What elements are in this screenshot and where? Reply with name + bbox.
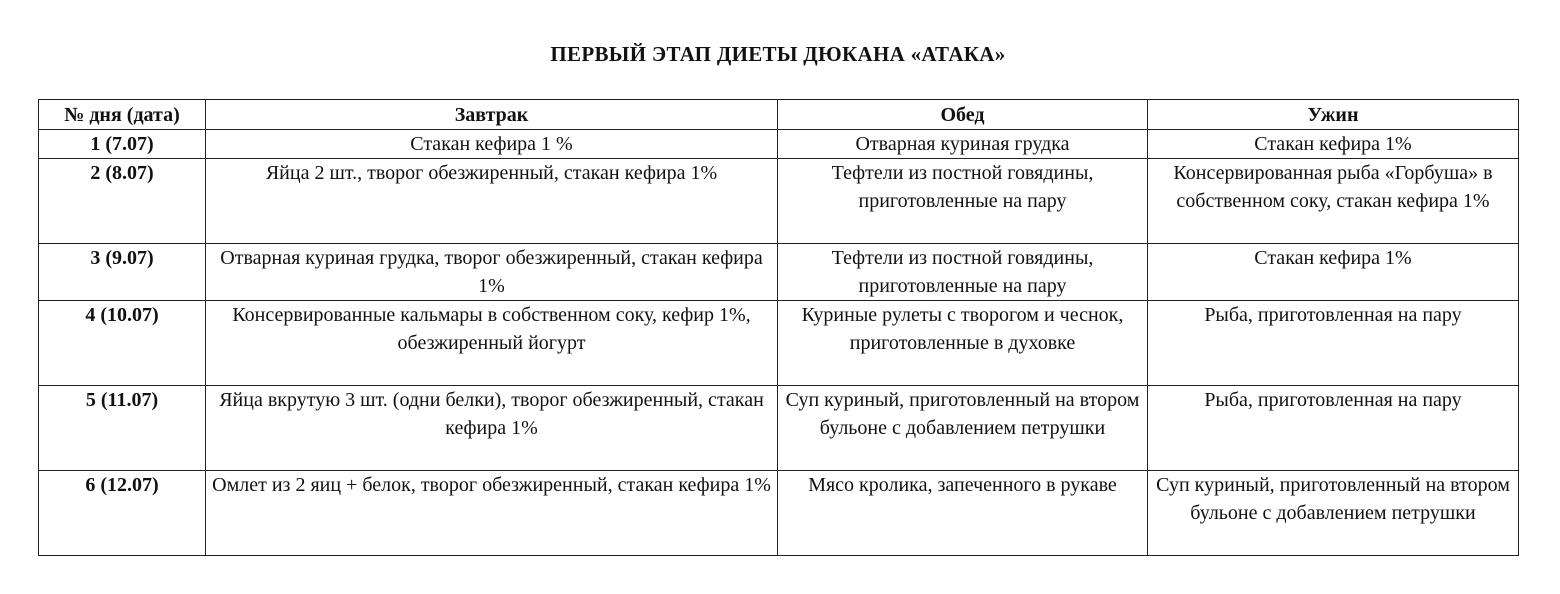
- table-row: [39, 244, 1519, 301]
- lunch-cell: Куриные рулеты с творогом и чеснок, приготовленные в духовке: [778, 301, 1148, 386]
- lunch-cell: Тефтели из постной говядины, приготовленные на пару: [778, 244, 1148, 301]
- dinner-cell: Рыба, приготовленная на пару: [1148, 301, 1519, 386]
- lunch-cell: Отварная куриная грудка: [778, 130, 1148, 159]
- lunch-cell: Мясо кролика, запеченного в рукаве: [778, 471, 1148, 556]
- table-row: [39, 301, 1519, 386]
- day-cell: 4 (10.07): [39, 301, 206, 386]
- breakfast-cell: Стакан кефира 1 %: [206, 130, 778, 159]
- header-breakfast: Завтрак: [206, 100, 778, 130]
- dinner-cell: Консервированная рыба «Горбуша» в собственном соку, стакан кефира 1%: [1148, 159, 1519, 244]
- dinner-cell: Рыба, приготовленная на пару: [1148, 386, 1519, 471]
- breakfast-cell: Отварная куриная грудка, творог обезжиренный, стакан кефира 1%: [206, 244, 778, 301]
- breakfast-cell: Омлет из 2 яиц + белок, творог обезжиренный, стакан кефира 1%: [206, 471, 778, 556]
- table-row: [39, 130, 1519, 159]
- header-lunch: Обед: [778, 100, 1148, 130]
- dinner-cell: Суп куриный, приготовленный на втором бульоне с добавлением петрушки: [1148, 471, 1519, 556]
- document-title: ПЕРВЫЙ ЭТАП ДИЕТЫ ДЮКАНА «АТАКА»: [550, 42, 1006, 66]
- day-cell: 6 (12.07): [39, 471, 206, 556]
- breakfast-cell: Яйца вкрутую 3 шт. (одни белки), творог обезжиренный, стакан кефира 1%: [206, 386, 778, 471]
- header-dinner: Ужин: [1148, 100, 1519, 130]
- table-row: [39, 386, 1519, 471]
- day-cell: 5 (11.07): [39, 386, 206, 471]
- day-cell: 2 (8.07): [39, 159, 206, 244]
- header-day: № дня (дата): [39, 100, 206, 130]
- day-cell: 1 (7.07): [39, 130, 206, 159]
- day-cell: 3 (9.07): [39, 244, 206, 301]
- table-row: [39, 159, 1519, 244]
- lunch-cell: Суп куриный, приготовленный на втором бульоне с добавлением петрушки: [778, 386, 1148, 471]
- table-row: [39, 471, 1519, 556]
- dinner-cell: Стакан кефира 1%: [1148, 244, 1519, 301]
- diet-table: [38, 99, 1519, 556]
- table-header-row: [39, 100, 1519, 130]
- breakfast-cell: Консервированные кальмары в собственном соку, кефир 1%, обезжиренный йогурт: [206, 301, 778, 386]
- lunch-cell: Тефтели из постной говядины, приготовленные на пару: [778, 159, 1148, 244]
- breakfast-cell: Яйца 2 шт., творог обезжиренный, стакан кефира 1%: [206, 159, 778, 244]
- dinner-cell: Стакан кефира 1%: [1148, 130, 1519, 159]
